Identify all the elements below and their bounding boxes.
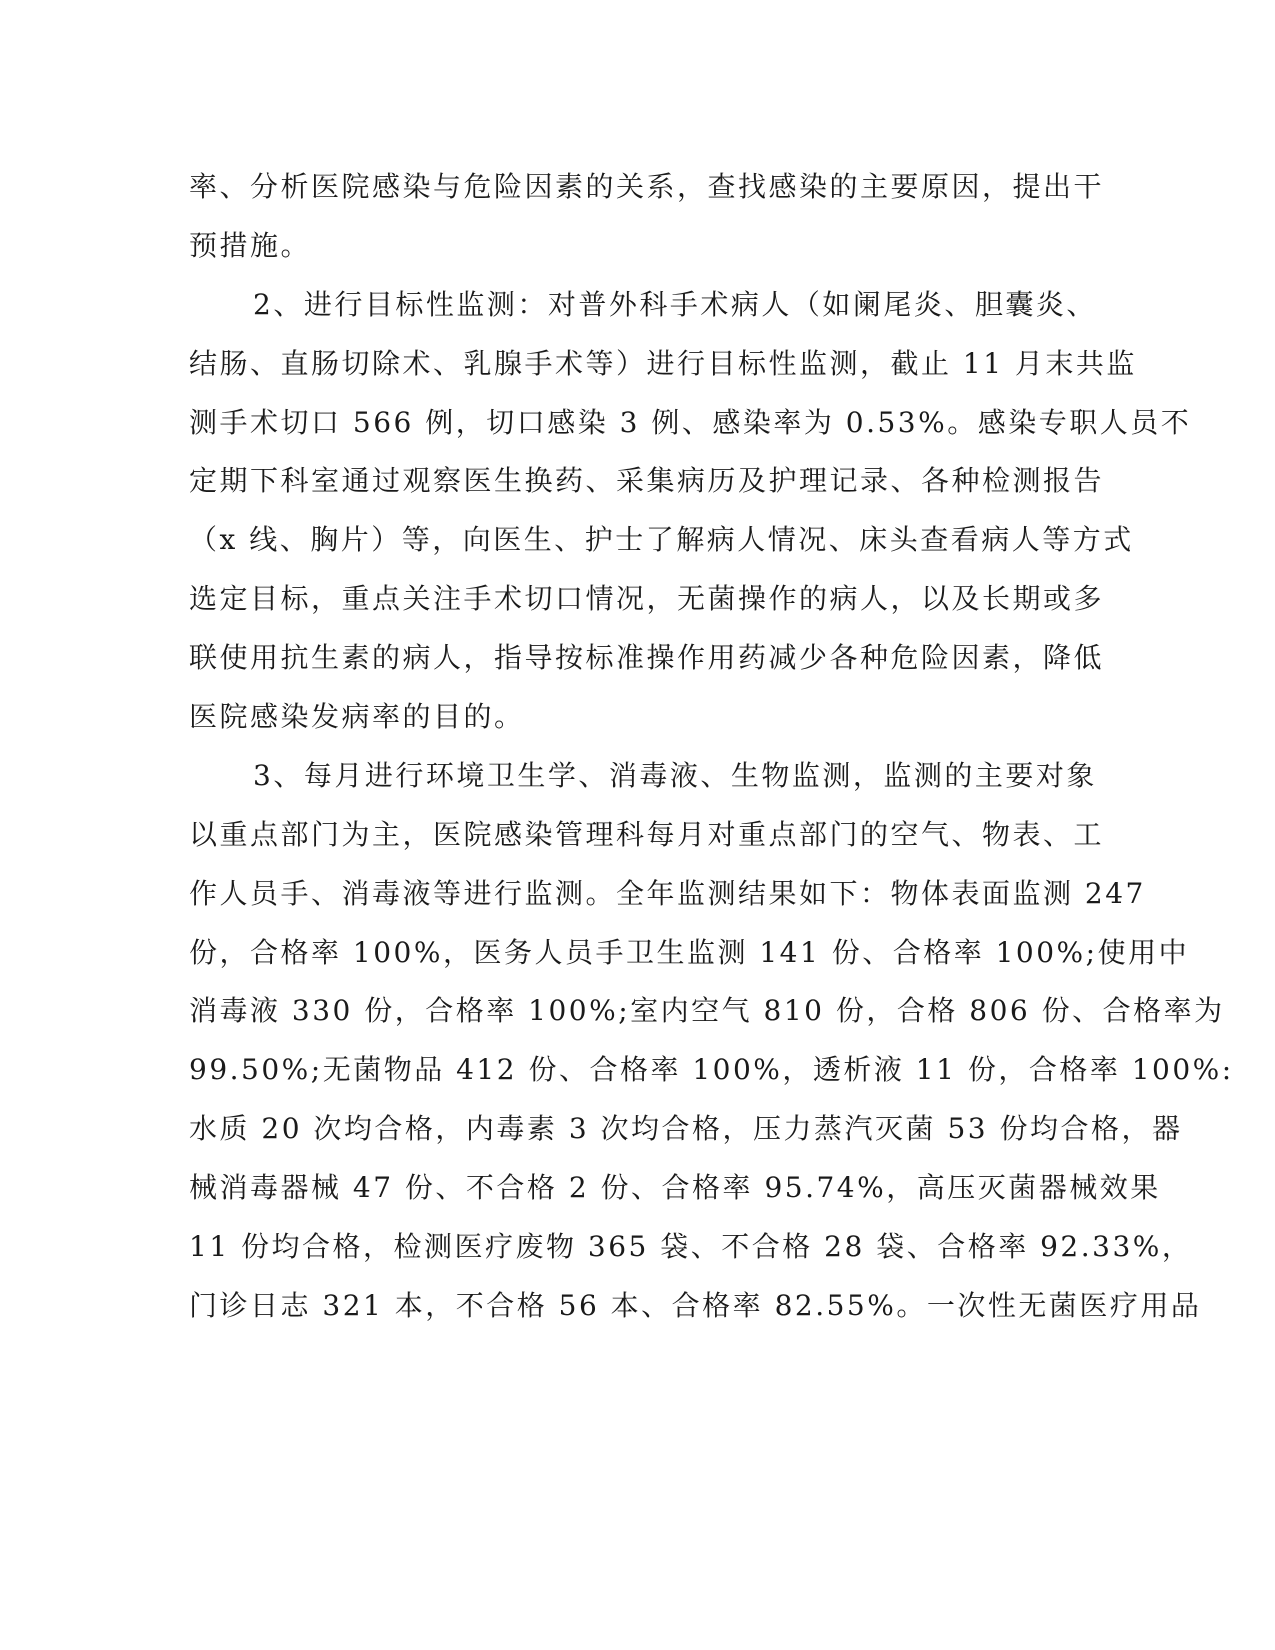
text-line: 99.50%;无菌物品 412 份、合格率 100%，透析液 11 份，合格率 100%: (189, 1053, 1234, 1087)
text-line: 选定目标，重点关注手术切口情况，无菌操作的病人，以及长期或多 (189, 582, 1105, 616)
text-line: 作人员手、消毒液等进行监测。全年监测结果如下：物体表面监测 247 (189, 876, 1146, 910)
paragraph-start-line: 3、每月进行环境卫生学、消毒液、生物监测，监测的主要对象 (253, 758, 1097, 792)
body-text (189, 158, 1234, 1336)
text-line: 预措施。 (189, 228, 312, 262)
text-line: 医院感染发病率的目的。 (189, 700, 525, 734)
text-line: 水质 20 次均合格，内毒素 3 次均合格，压力蒸汽灭菌 53 份均合格，器 (189, 1112, 1183, 1146)
text-line: 械消毒器械 47 份、不合格 2 份、合格率 95.74%，高压灭菌器械效果 (189, 1171, 1161, 1205)
text-line: （x 线、胸片）等，向医生、护士了解病人情况、床头查看病人等方式 (189, 523, 1134, 557)
text-line: 份，合格率 100%，医务人员手卫生监测 141 份、合格率 100%;使用中 (189, 935, 1190, 969)
text-line: 以重点部门为主，医院感染管理科每月对重点部门的空气、物表、工 (189, 817, 1105, 851)
paragraph-start-line: 2、进行目标性监测：对普外科手术病人（如阑尾炎、胆囊炎、 (253, 287, 1097, 321)
text-line: 测手术切口 566 例，切口感染 3 例、感染率为 0.53%。感染专职人员不 (189, 405, 1192, 439)
text-line: 定期下科室通过观察医生换药、采集病历及护理记录、各种检测报告 (189, 464, 1105, 498)
text-line: 门诊日志 321 本，不合格 56 本、合格率 82.55%。一次性无菌医疗用品 (189, 1288, 1202, 1322)
text-line: 率、分析医院感染与危险因素的关系，查找感染的主要原因，提出干 (189, 170, 1105, 203)
text-line: 联使用抗生素的病人，指导按标准操作用药减少各种危险因素，降低 (189, 641, 1105, 675)
text-line: 结肠、直肠切除术、乳腺手术等）进行目标性监测，截止 11 月末共监 (189, 346, 1137, 380)
text-line: 11 份均合格，检测医疗废物 365 袋、不合格 28 袋、合格率 92.33%， (189, 1230, 1193, 1264)
text-line: 消毒液 330 份，合格率 100%;室内空气 810 份，合格 806 份、合格率为 (189, 994, 1225, 1028)
